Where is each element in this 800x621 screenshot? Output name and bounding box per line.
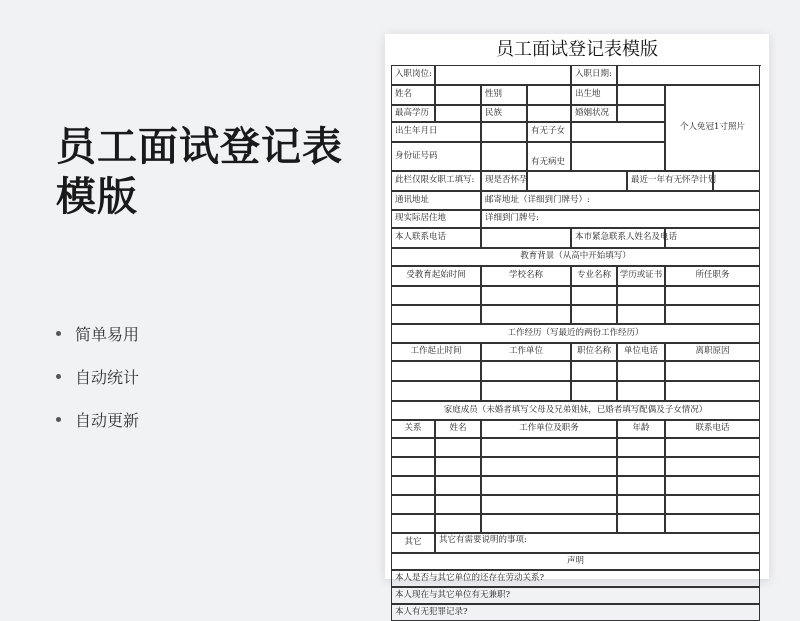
ethnicity-field[interactable]: [527, 105, 571, 122]
education-col-major: 专业名称: [571, 266, 617, 286]
declaration-header: 声明: [391, 553, 760, 570]
education-col-degree: 学历或证书: [617, 266, 665, 286]
family-cell[interactable]: [435, 457, 481, 476]
education-col-period: 受教育起始时间: [391, 266, 481, 286]
feature-label: 简单易用: [75, 325, 140, 344]
birthplace-label: 出生地: [571, 85, 617, 105]
pregnancy-plan-field[interactable]: [713, 171, 760, 191]
pregnant-label: 现是否怀孕: [481, 171, 527, 191]
work-col-phone: 单位电话: [617, 343, 665, 361]
family-cell[interactable]: [665, 514, 760, 533]
family-cell[interactable]: [665, 495, 760, 514]
family-cell[interactable]: [435, 438, 481, 457]
work-section-header: 工作经历（写最近的两份工作经历）: [391, 324, 760, 343]
education-cell[interactable]: [571, 286, 617, 305]
children-label: 有无子女: [527, 122, 571, 142]
phone-label: 本人联系电话: [391, 228, 481, 248]
education-cell[interactable]: [665, 286, 760, 305]
other-note-field[interactable]: 其它有需要说明的事项:: [435, 533, 760, 553]
work-col-title: 职位名称: [571, 343, 617, 361]
family-col-name: 姓名: [435, 420, 481, 438]
bullet-icon: [56, 417, 61, 422]
family-cell[interactable]: [617, 476, 665, 495]
name-field[interactable]: [435, 85, 481, 105]
family-cell[interactable]: [481, 476, 617, 495]
birth-date-label: 出生年月日: [391, 122, 481, 142]
family-cell[interactable]: [665, 438, 760, 457]
work-col-employer: 工作单位: [481, 343, 571, 361]
marital-field[interactable]: [617, 105, 665, 122]
family-cell[interactable]: [617, 457, 665, 476]
entry-date-label: 入职日期:: [571, 65, 617, 85]
work-cell[interactable]: [391, 381, 481, 401]
gender-field[interactable]: [527, 85, 571, 105]
family-cell[interactable]: [665, 476, 760, 495]
position-label: 入职岗位:: [391, 65, 435, 85]
work-cell[interactable]: [617, 361, 665, 381]
mail-address-field[interactable]: 邮寄地址（详细到门牌号）:: [481, 191, 760, 210]
education-cell[interactable]: [571, 305, 617, 324]
education-label: 最高学历: [391, 105, 435, 122]
emergency-label: 本市紧急联系人姓名及电话: [571, 228, 665, 248]
family-cell[interactable]: [481, 514, 617, 533]
education-cell[interactable]: [391, 305, 481, 324]
feature-item: [56, 355, 139, 398]
family-cell[interactable]: [391, 514, 435, 533]
children-field[interactable]: [571, 122, 665, 142]
education-field[interactable]: [435, 105, 481, 122]
address-label: 通讯地址: [391, 191, 481, 210]
declaration-q3[interactable]: 本人有无犯罪记录?: [391, 604, 760, 621]
education-cell[interactable]: [665, 305, 760, 324]
education-cell[interactable]: [481, 286, 571, 305]
education-section-header: 教育背景（从高中开始填写）: [391, 248, 760, 266]
gender-label: 性别: [481, 85, 527, 105]
pregnant-field[interactable]: [527, 171, 627, 191]
work-cell[interactable]: [617, 381, 665, 401]
birth-date-field[interactable]: [481, 122, 527, 142]
bullet-icon: [56, 374, 61, 379]
pregnancy-plan-label: 最近一年有无怀孕计划: [627, 171, 713, 191]
illness-field[interactable]: [571, 142, 665, 171]
work-cell[interactable]: [665, 361, 760, 381]
work-col-reason: 离职原因: [665, 343, 760, 361]
residence-field[interactable]: 详细到门牌号:: [481, 210, 760, 228]
family-cell[interactable]: [435, 476, 481, 495]
form-title: 员工面试登记表模版: [496, 39, 658, 60]
family-cell[interactable]: [617, 438, 665, 457]
education-cell[interactable]: [391, 286, 481, 305]
education-col-school: 学校名称: [481, 266, 571, 286]
feature-list: [56, 312, 139, 441]
female-note-label: 此栏仅限女职工填写:: [391, 171, 481, 191]
family-cell[interactable]: [481, 457, 617, 476]
interview-form-table: [392, 65, 761, 617]
feature-label: 自动更新: [75, 411, 140, 430]
hero-title-line-2: 模版: [56, 174, 138, 220]
phone-field[interactable]: [481, 228, 571, 248]
declaration-q1[interactable]: 本人是否与其它单位的还存在劳动关系?: [391, 570, 760, 587]
work-cell[interactable]: [391, 361, 481, 381]
emergency-field[interactable]: [665, 228, 760, 248]
family-cell[interactable]: [435, 514, 481, 533]
hero-title-line-1: 员工面试登记表: [56, 124, 343, 170]
work-cell[interactable]: [481, 381, 571, 401]
feature-item: [56, 312, 139, 355]
declaration-q2[interactable]: 本人现在与其它单位有无兼职?: [391, 587, 760, 604]
form-preview-paper: [385, 34, 769, 617]
feature-item: [56, 398, 139, 441]
bullet-icon: [56, 331, 61, 336]
family-col-phone: 联系电话: [665, 420, 760, 438]
id-number-label: 身份证号码: [391, 142, 481, 171]
residence-label: 现实际居住地: [391, 210, 481, 228]
education-cell[interactable]: [481, 305, 571, 324]
feature-label: 自动统计: [75, 368, 140, 387]
work-col-period: 工作起止时间: [391, 343, 481, 361]
family-cell[interactable]: [665, 457, 760, 476]
family-section-header: 家庭成员（未婚者填写父母及兄弟姐妹，已婚者填写配偶及子女情况）: [391, 401, 760, 420]
family-col-employer: 工作单位及职务: [481, 420, 617, 438]
illness-label: 有无病史: [527, 142, 571, 171]
family-cell[interactable]: [391, 438, 435, 457]
birthplace-field[interactable]: [617, 85, 665, 105]
id-number-field[interactable]: [481, 142, 527, 171]
other-label: 其它: [391, 533, 435, 553]
work-cell[interactable]: [571, 361, 617, 381]
photo-box[interactable]: 个人免冠1寸照片: [665, 85, 760, 171]
family-cell[interactable]: [435, 495, 481, 514]
family-cell[interactable]: [481, 495, 617, 514]
family-col-age: 年龄: [617, 420, 665, 438]
family-cell[interactable]: [391, 495, 435, 514]
education-cell[interactable]: [617, 305, 665, 324]
family-cell[interactable]: [391, 476, 435, 495]
family-col-relation: 关系: [391, 420, 435, 438]
position-field[interactable]: [435, 65, 571, 85]
work-cell[interactable]: [481, 361, 571, 381]
name-label: 姓名: [391, 85, 435, 105]
work-cell[interactable]: [571, 381, 617, 401]
family-cell[interactable]: [481, 438, 617, 457]
entry-date-field[interactable]: [617, 65, 760, 85]
ethnicity-label: 民族: [481, 105, 527, 122]
work-cell[interactable]: [665, 381, 760, 401]
family-cell[interactable]: [617, 514, 665, 533]
education-col-role: 所任职务: [665, 266, 760, 286]
education-cell[interactable]: [617, 286, 665, 305]
family-cell[interactable]: [617, 495, 665, 514]
hero-title: [56, 122, 376, 222]
marital-label: 婚姻状况: [571, 105, 617, 122]
family-cell[interactable]: [391, 457, 435, 476]
